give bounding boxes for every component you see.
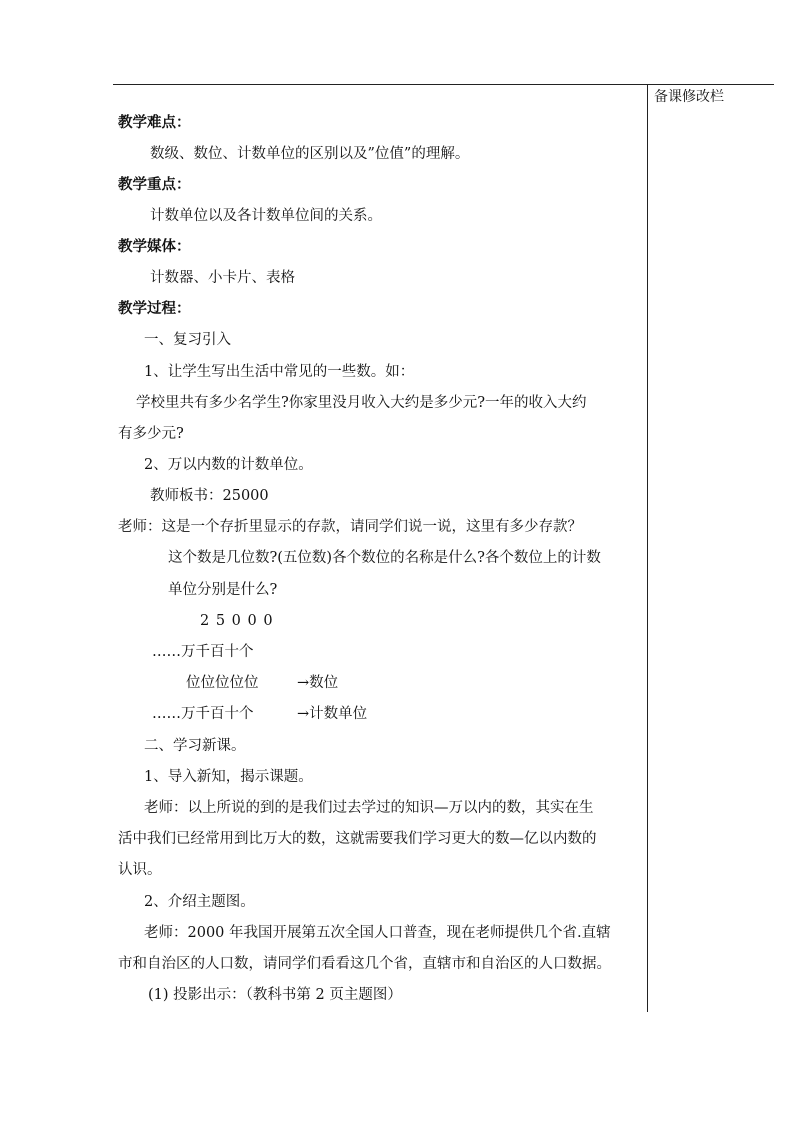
paragraph: 活中我们已经常用到比万大的数，这就需要我们学习更大的数—亿以内数的 bbox=[118, 831, 597, 847]
paragraph: (1) 投影出示：（教科书第 2 页主题图） bbox=[148, 987, 402, 1003]
paragraph: 1、让学生写出生活中常见的一些数。如： bbox=[144, 364, 415, 380]
paragraph: 2、介绍主题图。 bbox=[144, 894, 255, 910]
paragraph: 老师：2000 年我国开展第五次全国人口普查，现在老师提供几个省.直辖 bbox=[144, 925, 611, 941]
paragraph: 老师：这是一个存折里显示的存款，请同学们说一说，这里有多少存款？ bbox=[118, 519, 582, 535]
section-heading: 二、学习新课。 bbox=[144, 738, 246, 754]
paragraph: 老师：以上所说的到的是我们过去学过的知识—万以内的数，其实在生 bbox=[144, 800, 594, 816]
heading-teaching-media: 教学媒体： bbox=[118, 238, 191, 255]
paragraph: 认识。 bbox=[118, 862, 162, 878]
paragraph: 教师板书：25000 bbox=[150, 488, 269, 504]
section-heading: 一、复习引入 bbox=[144, 332, 231, 348]
counting-unit-names: ……万千百十个 bbox=[152, 706, 254, 722]
place-names: ……万千百十个 bbox=[152, 644, 254, 660]
place-label: 位位位位位 bbox=[186, 675, 259, 691]
paragraph: 单位分别是什么? bbox=[168, 582, 278, 598]
paragraph: 市和自治区的人口数，请同学们看看这几个省，直辖市和自治区的人口数据。 bbox=[118, 956, 611, 972]
paragraph: 有多少元? bbox=[118, 426, 184, 442]
paragraph: 计数单位以及各计数单位间的关系。 bbox=[150, 208, 382, 224]
heading-teaching-focus: 教学重点： bbox=[118, 176, 191, 193]
heading-teaching-process: 教学过程： bbox=[118, 300, 191, 317]
number-digits: 2 5 0 0 0 bbox=[200, 613, 274, 629]
side-column-divider bbox=[647, 84, 648, 1012]
paragraph: 这个数是几位数?(五位数)各个数位的名称是什么?各个数位上的计数 bbox=[168, 550, 601, 566]
paragraph: 学校里共有多少名学生?你家里没月收入大约是多少元?一年的收入大约 bbox=[136, 395, 587, 411]
place-label-arrow: →数位 bbox=[297, 675, 339, 691]
side-column-title: 备课修改栏 bbox=[654, 89, 724, 105]
paragraph: 数级、数位、计数单位的区别以及”位值”的理解。 bbox=[150, 146, 470, 162]
paragraph: 1、导入新知，揭示课题。 bbox=[144, 769, 313, 785]
page-top-rule bbox=[113, 84, 774, 85]
paragraph: 计数器、小卡片、表格 bbox=[150, 270, 295, 286]
counting-unit-arrow: →计数单位 bbox=[297, 706, 368, 722]
heading-teaching-difficulty: 教学难点： bbox=[118, 114, 191, 131]
paragraph: 2、万以内数的计数单位。 bbox=[144, 457, 313, 473]
